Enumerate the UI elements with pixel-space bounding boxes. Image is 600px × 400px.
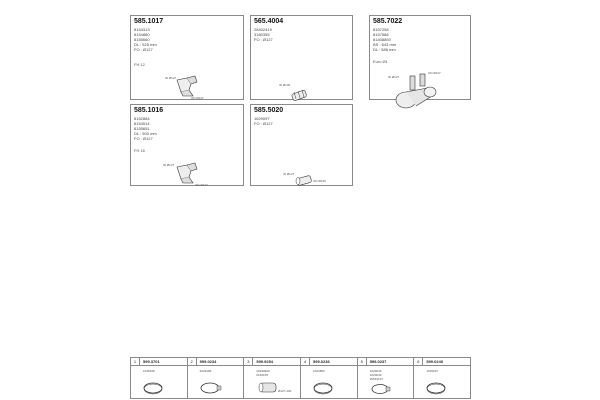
part-specs: 1629097 FO : Ø127 <box>254 116 273 126</box>
part-card-2[interactable] <box>250 15 353 100</box>
part-code: 599.0234 <box>199 359 217 364</box>
part-index: 6 <box>414 358 423 365</box>
svg-text:ID Ø127: ID Ø127 <box>283 172 295 176</box>
part-refs: 1629097 <box>426 369 439 373</box>
part-refs: 1003806 <box>313 369 325 373</box>
clamp-icon <box>311 380 341 396</box>
part-card-3[interactable] <box>369 15 471 100</box>
part-code: 599.3701 <box>143 359 160 364</box>
part-specs: 8157258 8157588 81408850 BS : 643 mm DL : 586 mm <box>373 27 397 52</box>
pipe-drawing <box>281 167 341 192</box>
part-index: 2 <box>188 358 197 365</box>
part-code: 599.0237 <box>369 359 387 364</box>
part-refs: 9029489 <box>199 369 212 373</box>
part-code: 565.4004 <box>254 18 284 25</box>
part-note: FH 16 <box>134 148 145 153</box>
part-code: 585.1017 <box>134 18 164 25</box>
clamp-icon <box>368 382 398 396</box>
svg-text:OD Ø127: OD Ø127 <box>191 96 204 100</box>
part-specs: 8154313 8154880 8155660 DL : 525 mm FO : Ø127 <box>134 27 157 52</box>
accessory-part-3[interactable] <box>244 358 301 398</box>
part-refs: 1638168 <box>143 369 155 373</box>
part-code: 585.5020 <box>254 107 284 114</box>
part-card-4[interactable] <box>130 104 244 186</box>
clamp-icon <box>424 380 454 396</box>
accessory-parts-strip <box>130 357 471 399</box>
part-refs: 20499609 0150155 <box>256 369 270 377</box>
pipe-drawing <box>161 157 216 187</box>
part-specs: 28402419 3180355 FO : Ø127 <box>254 27 273 42</box>
part-specs: 8152884 8154514 8155651 DL : 500 mm FO : Ø127 <box>134 116 157 141</box>
part-note: FH 12 <box>134 62 145 67</box>
part-card-5[interactable] <box>250 104 353 186</box>
muffler-drawing <box>380 66 450 111</box>
clamp-icon <box>141 380 171 396</box>
part-code: 585.1016 <box>134 107 164 114</box>
part-note: Euro Ø1 <box>373 59 388 64</box>
accessory-part-1[interactable] <box>131 358 188 398</box>
part-index: 1 <box>131 358 140 365</box>
part-code: 599.0240 <box>426 359 444 364</box>
part-index: 5 <box>358 358 367 365</box>
part-code: 599.0236 <box>313 359 330 364</box>
part-code: 599.9254 <box>256 359 274 364</box>
svg-text:OD Ø130: OD Ø130 <box>313 179 326 183</box>
svg-text:Ø127-130: Ø127-130 <box>278 389 292 393</box>
accessory-part-2[interactable] <box>188 358 245 398</box>
svg-text:ID Ø127: ID Ø127 <box>163 163 175 167</box>
svg-text:OD Ø127: OD Ø127 <box>195 183 208 187</box>
svg-text:OD Ø127: OD Ø127 <box>428 71 441 75</box>
part-index: 3 <box>244 358 253 365</box>
part-index: 4 <box>301 358 310 365</box>
svg-text:ID Ø127: ID Ø127 <box>388 75 400 79</box>
part-refs: 1629046 1629049 20543137 <box>369 369 384 381</box>
accessory-part-4[interactable] <box>301 358 358 398</box>
pipe-drawing <box>163 70 213 100</box>
part-card-1[interactable] <box>130 15 244 100</box>
clamp-icon <box>198 380 228 396</box>
part-code: 585.7022 <box>373 18 403 25</box>
svg-text:ID Ø130: ID Ø130 <box>279 83 291 87</box>
accessory-part-6[interactable] <box>414 358 470 398</box>
accessory-part-5[interactable] <box>358 358 415 398</box>
svg-text:ID Ø127: ID Ø127 <box>165 76 177 80</box>
sleeve-icon <box>254 378 299 396</box>
